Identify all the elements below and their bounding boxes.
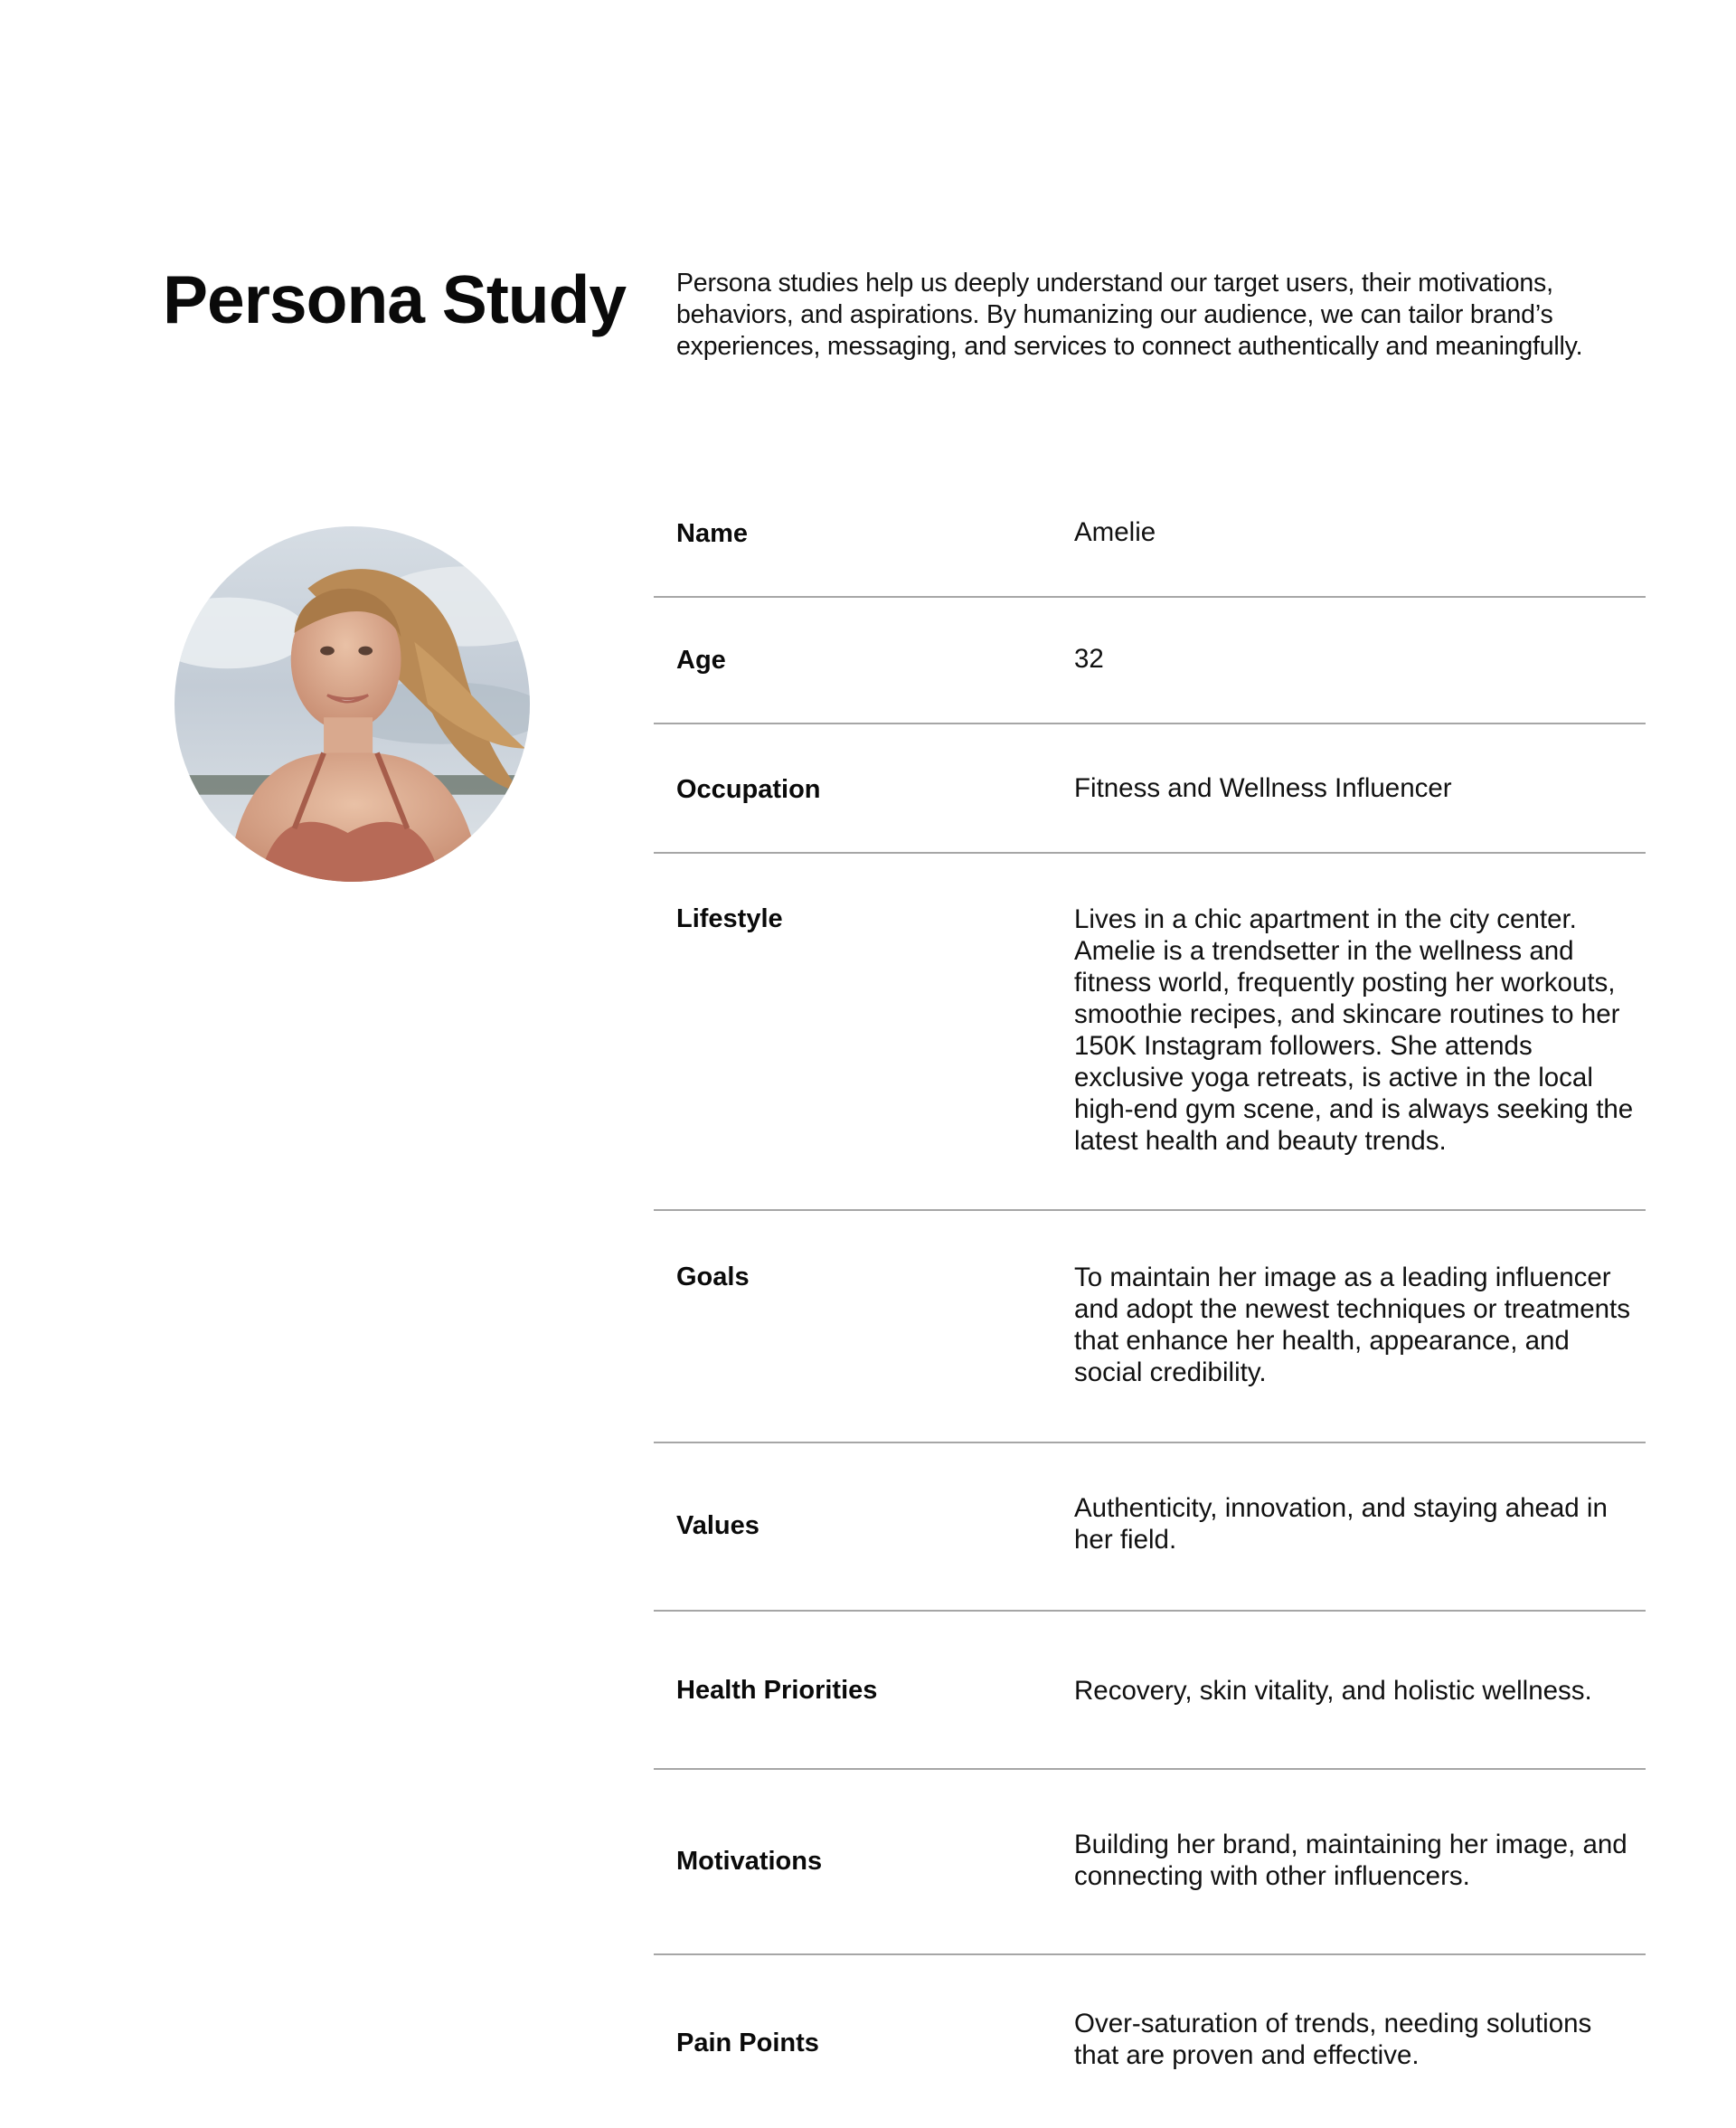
row-label: Pain Points	[676, 2029, 819, 2057]
row-value: Authenticity, innovation, and staying ahead in her field.	[1074, 1493, 1608, 1555]
row-label: Motivations	[676, 1847, 823, 1876]
row-name	[654, 493, 1646, 598]
row-value: Amelie	[1074, 517, 1156, 547]
row-label: Health Priorities	[676, 1676, 878, 1705]
page-title: Persona Study	[163, 261, 627, 337]
row-label: Occupation	[676, 775, 821, 804]
row-value: 32	[1074, 644, 1104, 674]
row-label: Goals	[676, 1263, 750, 1291]
row-health-priorities	[654, 1612, 1646, 1770]
row-value: Over-saturation of trends, needing solutions that are proven and effective.	[1074, 2009, 1592, 2070]
row-value: Building her brand, maintaining her image, and connecting with other influencers.	[1074, 1830, 1628, 1891]
row-goals	[654, 1211, 1646, 1443]
row-occupation	[654, 724, 1646, 854]
row-label: Lifestyle	[676, 904, 783, 933]
row-value: Fitness and Wellness Influencer	[1074, 773, 1452, 803]
row-value: Recovery, skin vitality, and holistic wellness.	[1074, 1676, 1592, 1706]
intro-paragraph: Persona studies help us deeply understand our target users, their motivations, behaviors, and aspirations. By humanizing our audience, we can tailor brand’s experiences, messaging, and services to connect authentically and meaningfully.	[676, 269, 1583, 361]
row-value: Lives in a chic apartment in the city center. Amelie is a trendsetter in the wellness and fitness world, frequently posting her workouts, smoothie recipes, and skincare routines to her 150K Instagram followers. She attends exclusive yoga retreats, is active in the local high-end gym scene, and is always seeking the latest health and beauty trends.	[1074, 904, 1634, 1156]
row-label: Age	[676, 646, 726, 675]
persona-avatar	[175, 526, 530, 882]
row-label: Values	[676, 1511, 760, 1540]
row-motivations	[654, 1770, 1646, 1955]
row-age	[654, 598, 1646, 724]
row-value: To maintain her image as a leading influencer and adopt the newest techniques or treatments that enhance her health, appearance, and social credibility.	[1074, 1263, 1630, 1387]
row-label: Name	[676, 519, 748, 548]
row-values	[654, 1443, 1646, 1612]
persona-photo	[175, 526, 530, 882]
row-pain-points	[654, 1955, 1646, 2109]
row-lifestyle	[654, 854, 1646, 1211]
